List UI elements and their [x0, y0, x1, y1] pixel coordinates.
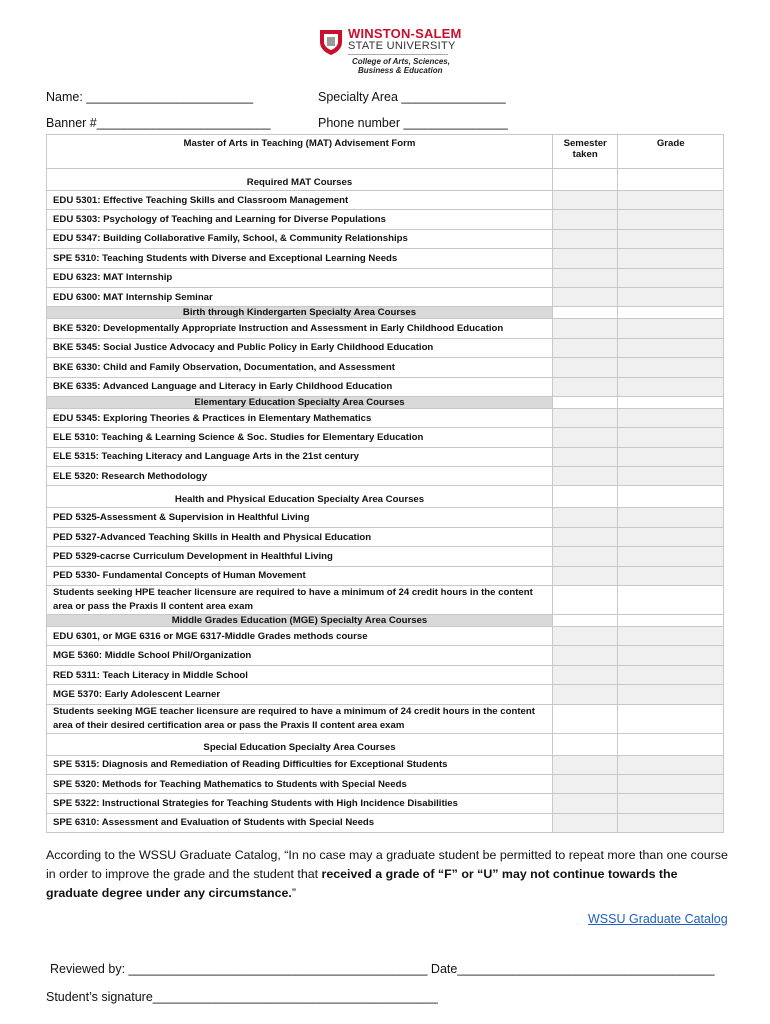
licensure-note: Students seeking MGE teacher licensure are required to have a minimum of 24 credit hours in the content area of their desired certification area or pass the Praxis II content area exam [47, 704, 553, 733]
course-name: EDU 5345: Exploring Theories & Practices in Elementary Mathematics [47, 408, 553, 427]
section-header-row [47, 615, 724, 627]
course-row [47, 774, 724, 793]
specialty-area-field[interactable]: Specialty Area _______________ [318, 90, 506, 104]
semester-taken-cell[interactable] [552, 646, 617, 665]
semester-taken-cell[interactable] [552, 191, 617, 210]
catalog-policy-text [46, 846, 730, 903]
course-row [47, 646, 724, 665]
course-name: PED 5329-cacrse Curriculum Development in Healthful Living [47, 547, 553, 566]
semester-taken-cell[interactable] [552, 665, 617, 684]
grade-cell[interactable] [618, 268, 724, 287]
semester-taken-cell[interactable] [552, 508, 617, 527]
semester-taken-cell[interactable] [552, 547, 617, 566]
course-row [47, 338, 724, 357]
grade-cell[interactable] [618, 813, 724, 832]
course-name: MGE 5360: Middle School Phil/Organization [47, 646, 553, 665]
semester-taken-cell[interactable] [552, 685, 617, 704]
section-header-row [47, 307, 724, 319]
grade-cell[interactable] [618, 527, 724, 546]
wssu-graduate-catalog-link[interactable]: WSSU Graduate Catalog [588, 912, 728, 926]
section-header-row [47, 733, 724, 755]
course-name: SPE 5315: Diagnosis and Remediation of Reading Difficulties for Exceptional Students [47, 755, 553, 774]
grade-cell[interactable] [618, 685, 724, 704]
policy-text-bold: received a grade of “F” or “U” may not continue towards the graduate degree under any circumstance. [46, 867, 678, 900]
course-row [47, 210, 724, 229]
grade-cell[interactable] [618, 249, 724, 268]
table-header-row [47, 135, 724, 169]
policy-text: According to the WSSU Graduate Catalog, “In no case may a graduate student be permitted to repeat more than one course in order to improve the grade and the student that [46, 848, 728, 881]
semester-taken-cell[interactable] [552, 210, 617, 229]
section-header-row [47, 169, 724, 191]
note-row [47, 586, 724, 615]
semester-taken-cell[interactable] [552, 527, 617, 546]
course-row [47, 408, 724, 427]
grade-cell[interactable] [618, 665, 724, 684]
grade-cell[interactable] [618, 229, 724, 248]
section-title: Elementary Education Specialty Area Courses [47, 396, 553, 408]
course-name: ELE 5315: Teaching Literacy and Language Arts in the 21st century [47, 447, 553, 466]
course-row [47, 566, 724, 585]
course-row [47, 508, 724, 527]
logo-divider [348, 54, 448, 55]
grade-cell [618, 169, 724, 191]
grade-cell[interactable] [618, 755, 724, 774]
section-title: Middle Grades Education (MGE) Specialty Area Courses [47, 615, 553, 627]
course-row [47, 527, 724, 546]
grade-cell[interactable] [618, 287, 724, 306]
semester-taken-cell[interactable] [552, 377, 617, 396]
semester-taken-cell[interactable] [552, 428, 617, 447]
semester-taken-header: Semester taken [552, 135, 617, 169]
course-row [47, 287, 724, 306]
grade-cell[interactable] [618, 191, 724, 210]
course-name: BKE 6330: Child and Family Observation, Documentation, and Assessment [47, 358, 553, 377]
semester-taken-cell[interactable] [552, 627, 617, 646]
course-row [47, 377, 724, 396]
semester-taken-cell [552, 733, 617, 755]
course-row [47, 813, 724, 832]
policy-text-end: ” [291, 886, 296, 900]
section-title: Special Education Specialty Area Courses [47, 733, 553, 755]
course-name: ELE 5310: Teaching & Learning Science & Soc. Studies for Elementary Education [47, 428, 553, 447]
semester-taken-cell[interactable] [552, 408, 617, 427]
shield-logo-icon [318, 28, 344, 56]
course-name: RED 5311: Teach Literacy in Middle School [47, 665, 553, 684]
course-row [47, 191, 724, 210]
semester-taken-cell[interactable] [552, 467, 617, 486]
course-name: SPE 5320: Methods for Teaching Mathematics to Students with Special Needs [47, 774, 553, 793]
semester-taken-cell [552, 307, 617, 319]
grade-cell[interactable] [618, 646, 724, 665]
logo-line-4: Business & Education [358, 66, 443, 75]
grade-cell[interactable] [618, 774, 724, 793]
semester-taken-cell[interactable] [552, 358, 617, 377]
grade-cell[interactable] [618, 210, 724, 229]
course-name: EDU 5301: Effective Teaching Skills and Classroom Management [47, 191, 553, 210]
semester-taken-cell [552, 396, 617, 408]
course-name: PED 5327-Advanced Teaching Skills in Health and Physical Education [47, 527, 553, 546]
semester-taken-cell [552, 169, 617, 191]
grade-cell[interactable] [618, 627, 724, 646]
course-name: EDU 5303: Psychology of Teaching and Learning for Diverse Populations [47, 210, 553, 229]
course-name: SPE 5310: Teaching Students with Diverse and Exceptional Learning Needs [47, 249, 553, 268]
course-name: BKE 5320: Developmentally Appropriate Instruction and Assessment in Early Childhood Education [47, 319, 553, 338]
grade-cell[interactable] [618, 408, 724, 427]
semester-taken-cell[interactable] [552, 755, 617, 774]
course-name: EDU 5347: Building Collaborative Family, School, & Community Relationships [47, 229, 553, 248]
banner-number-field[interactable]: Banner #_________________________ [46, 116, 271, 130]
course-name: EDU 6323: MAT Internship [47, 268, 553, 287]
section-title: Birth through Kindergarten Specialty Area Courses [47, 307, 553, 319]
course-name: BKE 6335: Advanced Language and Literacy in Early Childhood Education [47, 377, 553, 396]
grade-cell [618, 396, 724, 408]
course-name: BKE 5345: Social Justice Advocacy and Public Policy in Early Childhood Education [47, 338, 553, 357]
grade-cell[interactable] [618, 467, 724, 486]
logo-line-1: WINSTON-SALEM [348, 26, 462, 41]
semester-taken-cell[interactable] [552, 338, 617, 357]
course-name: PED 5325-Assessment & Supervision in Healthful Living [47, 508, 553, 527]
semester-taken-cell[interactable] [552, 287, 617, 306]
semester-taken-cell[interactable] [552, 249, 617, 268]
course-name: EDU 6301, or MGE 6316 or MGE 6317-Middle Grades methods course [47, 627, 553, 646]
course-row [47, 685, 724, 704]
advisement-table [46, 134, 724, 833]
logo-subtitle [352, 57, 450, 75]
course-row [47, 467, 724, 486]
course-row [47, 358, 724, 377]
grade-cell[interactable] [618, 566, 724, 585]
grade-cell[interactable] [618, 447, 724, 466]
semester-taken-cell[interactable] [552, 813, 617, 832]
course-row [47, 794, 724, 813]
phone-number-field[interactable]: Phone number _______________ [318, 116, 508, 130]
grade-cell[interactable] [618, 377, 724, 396]
course-name: SPE 6310: Assessment and Evaluation of Students with Special Needs [47, 813, 553, 832]
course-name: ELE 5320: Research Methodology [47, 467, 553, 486]
student-signature-line[interactable]: Student’s signature_________________________________________ [46, 990, 438, 1004]
grade-cell [618, 586, 724, 615]
course-name: SPE 5322: Instructional Strategies for Teaching Students with High Incidence Disabilities [47, 794, 553, 813]
course-row [47, 447, 724, 466]
grade-cell[interactable] [618, 428, 724, 447]
course-name: EDU 6300: MAT Internship Seminar [47, 287, 553, 306]
course-row [47, 319, 724, 338]
section-header-row [47, 486, 724, 508]
course-row [47, 249, 724, 268]
course-row [47, 665, 724, 684]
course-row [47, 428, 724, 447]
grade-cell [618, 307, 724, 319]
grade-cell[interactable] [618, 508, 724, 527]
course-row [47, 229, 724, 248]
grade-cell [618, 615, 724, 627]
semester-taken-cell[interactable] [552, 566, 617, 585]
section-title: Required MAT Courses [47, 169, 553, 191]
university-logo [318, 26, 462, 78]
semester-taken-cell[interactable] [552, 774, 617, 793]
section-title: Health and Physical Education Specialty Area Courses [47, 486, 553, 508]
grade-cell[interactable] [618, 358, 724, 377]
semester-taken-cell[interactable] [552, 268, 617, 287]
form-title: Master of Arts in Teaching (MAT) Advisement Form [47, 135, 553, 169]
logo-line-3: College of Arts, Sciences, [352, 57, 450, 66]
grade-header: Grade [618, 135, 724, 169]
grade-cell [618, 486, 724, 508]
course-name: MGE 5370: Early Adolescent Learner [47, 685, 553, 704]
course-row [47, 755, 724, 774]
reviewed-by-date-line[interactable]: Reviewed by: ___________________________________________ Date_____________________________________ [50, 962, 715, 976]
semester-taken-cell[interactable] [552, 319, 617, 338]
course-row [47, 547, 724, 566]
semester-taken-cell[interactable] [552, 447, 617, 466]
note-row [47, 704, 724, 733]
grade-cell[interactable] [618, 338, 724, 357]
semester-taken-cell [552, 704, 617, 733]
grade-cell [618, 733, 724, 755]
grade-cell[interactable] [618, 319, 724, 338]
logo-line-2: STATE UNIVERSITY [348, 40, 456, 52]
semester-taken-cell[interactable] [552, 229, 617, 248]
grade-cell[interactable] [618, 794, 724, 813]
semester-taken-cell [552, 486, 617, 508]
licensure-note: Students seeking HPE teacher licensure are required to have a minimum of 24 credit hours in the content area or pass the Praxis II content area exam [47, 586, 553, 615]
course-row [47, 268, 724, 287]
semester-taken-cell[interactable] [552, 794, 617, 813]
course-row [47, 627, 724, 646]
grade-cell [618, 704, 724, 733]
section-header-row [47, 396, 724, 408]
name-field[interactable]: Name: ________________________ [46, 90, 254, 104]
grade-cell[interactable] [618, 547, 724, 566]
course-name: PED 5330- Fundamental Concepts of Human Movement [47, 566, 553, 585]
semester-taken-cell [552, 586, 617, 615]
semester-taken-cell [552, 615, 617, 627]
